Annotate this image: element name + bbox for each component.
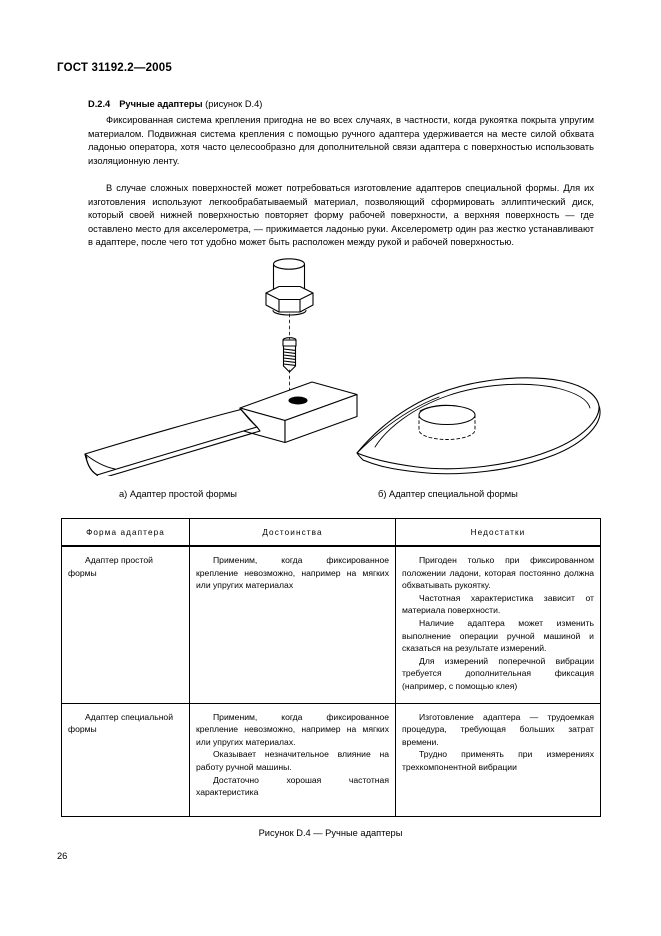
table-row [62,703,601,816]
page-number: 26 [57,851,68,861]
adapter-comparison-table [61,518,601,817]
body-paragraph-2: В случае сложных поверхностей может потребоваться изготовление адаптеров специальной формы. Для их изготовления используют легкообрабатываемый материал, позволяющий сформировать эллиптический диск, который своей нижней поверхностью повторяет форму рабочей поверхности, а верхняя поверхность — где оставлено место для акселерометра, — прижимается ладонью руки. Акселерометр один раз жестко устанавливают в адаптере, после чего тот удобно может быть расположен между рукой и рабочей поверхностью. [88,183,594,248]
cell-text: Применим, когда фиксированное крепление невозможно, например на мягких или упругих материалах. [196,711,389,747]
cell-text: Оказывает незначительное влияние на работу ручной машины. [196,749,389,772]
figure-subcaption-a: а) Адаптер простой формы [119,489,237,499]
cell-text: Достаточно хорошая частотная характеристика [196,774,389,798]
clause-heading [88,99,262,109]
table-header-advantages: Достоинства [190,519,396,547]
cell-text: Частотная характеристика зависит от материала поверхности. [402,592,594,616]
cell-text: Для измерений поперечной вибрации требуется дополнительная фиксация (например, с помощью клея) [402,655,594,691]
table-row [62,546,601,703]
figure-d4-svg [57,248,605,476]
table-cell-advantages-special [190,703,396,816]
cell-text: Применим, когда фиксированное крепление невозможно, например на мягких или упругих материалах [196,555,389,591]
cell-text: Пригоден только при фиксированном положении ладони, которая постоянно должна обхватывать рукоятку. [402,555,594,591]
body-paragraph-1: Фиксированная система крепления пригодна не во всех случаях, в частности, когда рукоятка покрыта упругим материалом. Подвижная система крепления с помощью ручного адаптера удерживается на месте силой обхвата ладонью оператора, хотя часто целесообразно для дополнительной связи адаптера с поверхностью использовать изоляционную ленту. [88,115,594,166]
accelerometer-hex-base-icon [266,287,313,316]
special-adapter-elliptical-disc-icon [357,378,600,474]
figure-d4-illustration [57,248,605,476]
cell-text: Трудно применять при измерениях трехкомпонентной вибрации [402,749,594,772]
table-cell-form-simple [62,546,190,703]
cell-text: Адаптер специальной формы [68,711,174,735]
clause-title: Ручные адаптеры [119,99,203,109]
table-header-form: Форма адаптера [62,519,190,547]
clause-figure-reference: (рисунок D.4) [205,99,263,109]
cell-text: Адаптер простой формы [68,555,153,578]
cell-text: Наличие адаптера может изменить выполнение операции ручной машиной и сказаться на результате измерений. [402,617,594,654]
figure-subcaption-b: б) Адаптер специальной формы [378,489,518,499]
standard-designation-header: ГОСТ 31192.2—2005 [57,62,172,74]
clause-number: D.2.4 [88,99,111,109]
simple-adapter-mount-block-icon [240,382,357,443]
table-cell-form-special [62,703,190,816]
table-cell-advantages-simple [190,546,396,703]
cell-text: Изготовление адаптера — трудоемкая процедура, требующая больших затрат времени. [402,711,594,747]
table-cell-disadvantages-simple [396,546,601,703]
threaded-screw-icon [283,338,296,372]
table-header-row [62,519,601,547]
table-header-disadvantages: Недостатки [396,519,601,547]
figure-caption: Рисунок D.4 — Ручные адаптеры [258,828,403,838]
table-cell-disadvantages-special [396,703,601,816]
simple-adapter-flat-plate-icon [85,410,260,477]
